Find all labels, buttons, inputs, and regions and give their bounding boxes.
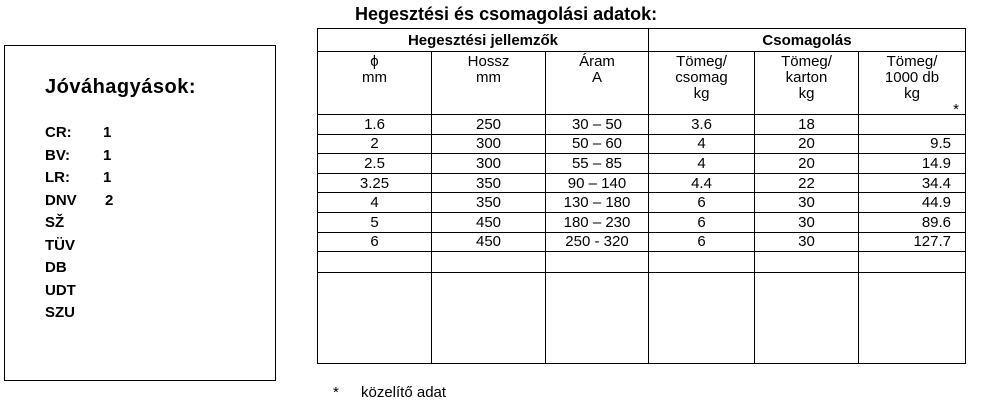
approval-code: DNV: [45, 191, 77, 209]
cell-weight-package: 4: [649, 134, 755, 154]
cell-current: 55 – 85: [546, 154, 649, 174]
cell-weight-package: 6: [649, 212, 755, 232]
cell-length: 300: [432, 134, 546, 154]
cell-weight-carton: 30: [755, 212, 859, 232]
cell-length: 450: [432, 212, 546, 232]
empty-cell: [649, 273, 755, 364]
cell-weight-carton: 22: [755, 173, 859, 193]
column-header-current: Áram A: [546, 52, 649, 115]
cell-weight-carton: 18: [755, 115, 859, 135]
column-header-length: Hossz mm: [432, 52, 546, 115]
cell-diameter: 5: [318, 212, 432, 232]
table-row: [318, 115, 966, 135]
cell-diameter: 6: [318, 232, 432, 252]
approval-code: TÜV: [45, 236, 75, 254]
cell-diameter: 1.6: [318, 115, 432, 135]
approvals-list: [45, 124, 165, 327]
footnote-text: közelítő adat: [361, 384, 447, 401]
cell-current: 180 – 230: [546, 212, 649, 232]
approval-value: 2: [105, 191, 114, 209]
group-header-packaging: Csomagolás: [649, 29, 966, 52]
cell-weight-package: 6: [649, 232, 755, 252]
table-row: [318, 232, 966, 252]
empty-cell: [755, 273, 859, 364]
empty-cell: [432, 252, 546, 273]
cell-length: 350: [432, 193, 546, 213]
column-header-weight-carton: Tömeg/ karton kg: [755, 52, 859, 115]
approval-item: [45, 147, 165, 170]
empty-cell: [859, 252, 966, 273]
data-table: [317, 28, 966, 364]
group-header-welding: Hegesztési jellemzők: [318, 29, 649, 52]
table-row: [318, 154, 966, 174]
table-row: [318, 212, 966, 232]
empty-cell: [432, 273, 546, 364]
cell-weight-carton: 30: [755, 232, 859, 252]
empty-cell: [859, 273, 966, 364]
cell-weight-1000: [859, 115, 966, 135]
column-header-weight-package: Tömeg/ csomag kg: [649, 52, 755, 115]
cell-weight-1000: 9.5: [859, 134, 966, 154]
empty-cell: [318, 273, 432, 364]
cell-weight-package: 4: [649, 154, 755, 174]
cell-weight-1000: 89.6: [859, 212, 966, 232]
cell-current: 50 – 60: [546, 134, 649, 154]
approval-item: [45, 237, 165, 260]
cell-weight-carton: 20: [755, 134, 859, 154]
approval-code: UDT: [45, 281, 76, 299]
cell-length: 300: [432, 154, 546, 174]
approval-item: [45, 169, 165, 192]
cell-weight-1000: 127.7: [859, 232, 966, 252]
table-row: [318, 193, 966, 213]
footnote-star: *: [953, 101, 960, 115]
approval-value: 1: [103, 146, 112, 164]
approval-item: [45, 124, 165, 147]
cell-weight-package: 6: [649, 193, 755, 213]
approval-code: CR:: [45, 124, 72, 141]
cell-weight-carton: 30: [755, 193, 859, 213]
empty-cell: [546, 252, 649, 273]
cell-current: 250 - 320: [546, 232, 649, 252]
cell-current: 30 – 50: [546, 115, 649, 135]
approval-code: DB: [45, 259, 67, 276]
column-header-weight-1000: Tömeg/ 1000 db kg *: [859, 52, 966, 115]
column-header-row: [318, 52, 966, 115]
approval-code: LR:: [45, 169, 70, 186]
table-title: Hegesztési és csomagolási adatok:: [355, 4, 658, 24]
empty-row: [318, 273, 966, 364]
approval-item: [45, 214, 165, 237]
approval-code: SZU: [45, 304, 75, 321]
approvals-title: Jóváhagyások:: [45, 76, 197, 98]
cell-weight-1000: 14.9: [859, 154, 966, 174]
cell-diameter: 3.25: [318, 173, 432, 193]
approval-code: SŽ: [45, 214, 65, 231]
empty-cell: [546, 273, 649, 364]
empty-row: [318, 252, 966, 273]
cell-length: 250: [432, 115, 546, 135]
approval-item: [45, 259, 165, 282]
cell-length: 350: [432, 173, 546, 193]
approval-item: [45, 282, 165, 305]
approvals-box: [4, 45, 276, 381]
cell-weight-1000: 34.4: [859, 173, 966, 193]
group-header-row: [318, 29, 966, 52]
table-row: [318, 134, 966, 154]
cell-length: 450: [432, 232, 546, 252]
cell-diameter: 2: [318, 134, 432, 154]
cell-weight-carton: 20: [755, 154, 859, 174]
footnote-mark: *: [333, 384, 339, 401]
empty-cell: [755, 252, 859, 273]
cell-diameter: 4: [318, 193, 432, 213]
cell-current: 130 – 180: [546, 193, 649, 213]
cell-current: 90 – 140: [546, 173, 649, 193]
approval-item: [45, 192, 165, 215]
cell-weight-package: 3.6: [649, 115, 755, 135]
approval-code: BV:: [45, 146, 71, 164]
cell-weight-package: 4.4: [649, 173, 755, 193]
approval-item: [45, 304, 165, 327]
approval-value: 1: [103, 169, 112, 186]
empty-cell: [318, 252, 432, 273]
cell-diameter: 2.5: [318, 154, 432, 174]
footnote: [333, 384, 446, 401]
empty-cell: [649, 252, 755, 273]
column-header-diameter: ϕ mm: [318, 52, 432, 115]
table-row: [318, 173, 966, 193]
approval-value: 1: [103, 124, 112, 141]
cell-weight-1000: 44.9: [859, 193, 966, 213]
